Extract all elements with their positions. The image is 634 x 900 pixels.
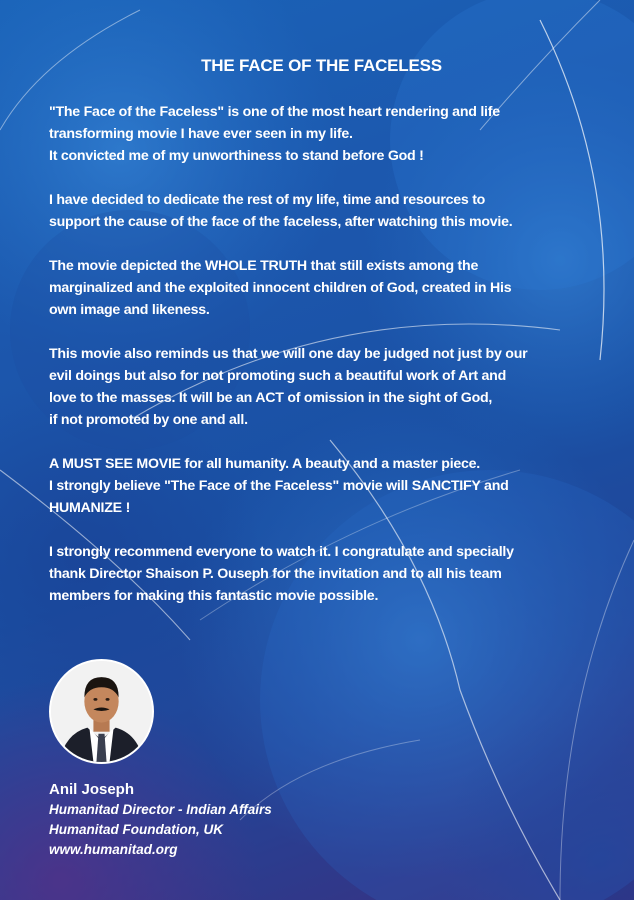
signer-organization: Humanitad Foundation, UK	[49, 822, 223, 837]
page-title: THE FACE OF THE FACELESS	[201, 56, 442, 75]
avatar	[49, 659, 154, 764]
paragraph-3: The movie depicted the WHOLE TRUTH that still exists among the marginalized and the exploited innocent children of God, created in His own image and likeness.	[49, 258, 512, 318]
paragraph-5: A MUST SEE MOVIE for all humanity. A beauty and a master piece. I strongly believe "The Face of the Faceless" movie will SANCTIFY and HUMANIZE !	[49, 456, 509, 516]
portrait-icon	[51, 661, 152, 762]
paragraph-2: I have decided to dedicate the rest of my life, time and resources to support the cause of the face of the faceless, after watching this movie.	[49, 192, 513, 230]
paragraph-1: "The Face of the Faceless" is one of the most heart rendering and life transforming movie I have ever seen in my life. It convicted me of my unworthiness to stand before God !	[49, 104, 500, 164]
signer-website-link[interactable]: www.humanitad.org	[49, 842, 178, 857]
paragraph-4: This movie also reminds us that we will one day be judged not just by our evil doings but also for not promoting such a beautiful work of Art and love to the masses. It will be an ACT of omission in the sight of God, if not promoted by one and all.	[49, 346, 528, 428]
signer-role: Humanitad Director - Indian Affairs	[49, 802, 272, 817]
testimonial-body	[49, 56, 594, 629]
signature-block	[49, 780, 449, 860]
signer-name: Anil Joseph	[49, 781, 135, 798]
paragraph-6: I strongly recommend everyone to watch it. I congratulate and specially thank Director Shaison P. Ouseph for the invitation and to all his team members for making this fantastic movie possible.	[49, 544, 514, 604]
